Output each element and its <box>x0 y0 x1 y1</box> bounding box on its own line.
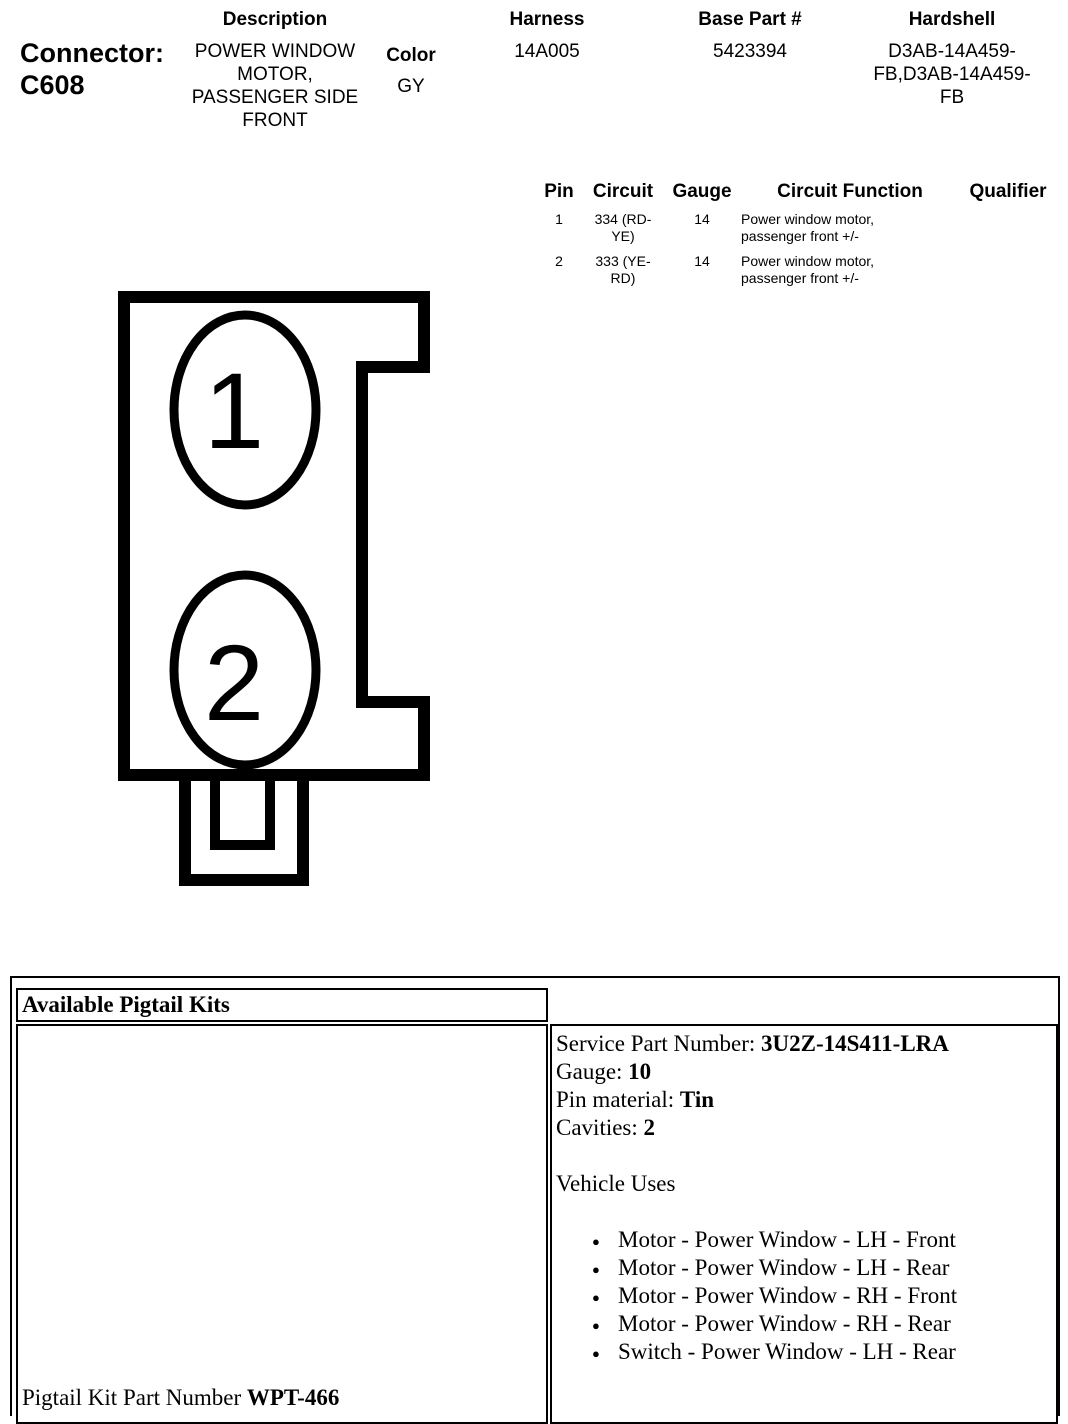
connector-latch-tab <box>215 775 270 845</box>
function-line: Power window motor, <box>741 253 875 269</box>
pin-material-label: Pin material: <box>556 1087 680 1112</box>
vehicle-uses-label: Vehicle Uses <box>556 1171 676 1196</box>
circuit-line: 333 (YE- <box>595 253 651 269</box>
service-part-label: Service Part Number: <box>556 1031 762 1056</box>
circuit-col-header: Circuit <box>592 181 654 202</box>
hardshell-header: Hardshell <box>908 9 996 30</box>
connector-label: Connector: <box>20 38 164 68</box>
pigtail-kit-part-label: Pigtail Kit Part Number <box>22 1385 247 1410</box>
harness-value: 14A005 <box>514 41 580 62</box>
table-row <box>530 211 1060 251</box>
harness-header: Harness <box>509 9 585 30</box>
pigtail-kit-details-cell <box>550 1024 1058 1424</box>
list-item: ● Switch - Power Window - LH - Rear <box>556 1338 1056 1366</box>
pin-material-value: Tin <box>679 1087 715 1112</box>
service-part-value: 3U2Z-14S411-LRA <box>761 1031 949 1056</box>
pin-2-label: 2 <box>203 622 265 743</box>
pin-cell: 1 <box>555 211 563 227</box>
gauge-cell: 14 <box>694 211 710 227</box>
cavities <box>556 1114 1056 1142</box>
circuit-line: 334 (RD- <box>594 211 652 227</box>
hardshell-line: FB <box>939 87 965 108</box>
hardshell-value <box>852 40 1052 109</box>
hardshell-line: FB,D3AB-14A459- <box>873 64 1031 85</box>
vehicle-uses-list <box>556 1226 1056 1366</box>
description-line: FRONT <box>242 110 308 131</box>
connector-id: C608 <box>20 70 85 100</box>
pigtail-kit-part-number <box>22 1384 339 1412</box>
connector-outline <box>124 297 424 775</box>
circuit-cell <box>585 211 661 245</box>
base-part-header: Base Part # <box>698 9 802 30</box>
pigtail-kits-table <box>10 976 1060 1416</box>
pin-material <box>556 1086 1056 1114</box>
connector-latch <box>185 775 303 880</box>
list-item: ● Motor - Power Window - LH - Front <box>556 1226 1056 1254</box>
description-line: POWER WINDOW <box>194 41 356 62</box>
function-col-header: Circuit Function <box>777 181 923 202</box>
pigtail-kit-left-cell <box>16 1024 548 1424</box>
gauge-cell: 14 <box>694 253 710 269</box>
function-line: passenger front +/- <box>741 270 859 286</box>
pigtail-kit-part-value: WPT-466 <box>246 1385 340 1410</box>
pigtail-kits-header: Available Pigtail Kits <box>22 992 230 1017</box>
qualifier-col-header: Qualifier <box>969 181 1047 202</box>
table-row <box>530 253 1060 293</box>
function-cell <box>741 253 941 287</box>
list-item: ● Motor - Power Window - LH - Rear <box>556 1254 1056 1282</box>
function-cell <box>741 211 941 245</box>
function-line: Power window motor, <box>741 211 875 227</box>
pigtail-kits-header-cell <box>16 988 548 1022</box>
list-item: ● Motor - Power Window - RH - Rear <box>556 1310 1056 1338</box>
pin-cell: 2 <box>555 253 563 269</box>
circuit-line: YE) <box>611 228 635 244</box>
kit-gauge-label: Gauge: <box>556 1059 629 1084</box>
pin-col-header: Pin <box>544 181 574 202</box>
connector-face-diagram <box>0 0 520 900</box>
cavities-label: Cavities: <box>556 1115 644 1140</box>
gauge-col-header: Gauge <box>672 181 732 202</box>
description-line: MOTOR, <box>237 64 313 85</box>
pin-1-label: 1 <box>203 350 265 471</box>
pigtail-kit-details <box>556 1030 1056 1366</box>
kit-gauge <box>556 1058 1056 1086</box>
color-header: Color <box>386 45 436 66</box>
description-line: PASSENGER SIDE <box>191 87 359 108</box>
circuit-line: RD) <box>610 270 636 286</box>
list-item: ● Motor - Power Window - RH - Front <box>556 1282 1056 1310</box>
circuit-cell <box>585 253 661 287</box>
base-part-value: 5423394 <box>713 41 787 62</box>
hardshell-line: D3AB-14A459- <box>888 41 1016 62</box>
service-part-number <box>556 1030 1056 1058</box>
description-header: Description <box>222 9 328 30</box>
kit-gauge-value: 10 <box>628 1059 652 1084</box>
function-line: passenger front +/- <box>741 228 859 244</box>
color-value: GY <box>397 76 425 97</box>
cavities-value: 2 <box>643 1115 656 1140</box>
